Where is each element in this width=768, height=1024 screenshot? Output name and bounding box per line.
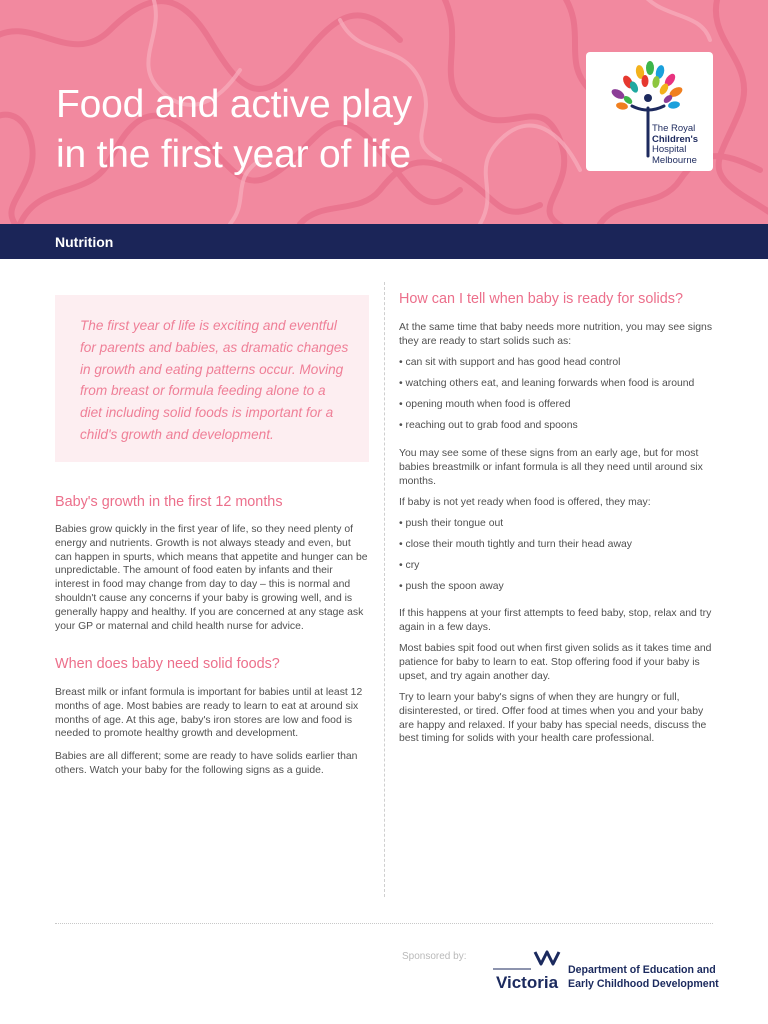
section-label: Nutrition	[55, 234, 114, 250]
department-line-1: Department of Education and	[568, 964, 716, 976]
paragraph-signs-intro: At the same time that baby needs more nutrition, you may see signs they are ready to start solids such as:	[399, 322, 713, 347]
heading-solid-foods: When does baby need solid foods?	[55, 656, 280, 672]
sponsored-label: Sponsored by:	[402, 951, 467, 962]
list-item: • reaching out to grab food and spoons	[399, 420, 578, 431]
rch-logo	[586, 52, 713, 171]
paragraph-babies-different: Babies are all different; some are ready to have solids earlier than others. Watch your baby for the following signs as a guide.	[55, 751, 358, 776]
department-name	[568, 964, 719, 991]
heading-ready-for-solids: How can I tell when baby is ready for solids?	[399, 291, 683, 307]
logo-wordmark	[652, 124, 698, 166]
paragraph-learn-signs: Try to learn your baby's signs of when they are hungry or full, disinterested, or tired. Offer food at times when you and your baby are happy and relaxed. If your baby has special needs, discuss the best timing for solids with your health care professional.	[399, 692, 707, 745]
heading-growth: Baby's growth in the first 12 months	[55, 494, 283, 510]
list-item: • cry	[399, 560, 420, 571]
list-item: • close their mouth tightly and turn their head away	[399, 539, 632, 550]
logo-line-4: Melbourne	[652, 154, 697, 166]
paragraph-early-signs: You may see some of these signs from an early age, but for most babies breastmilk or infant formula is all they need until around six months.	[399, 448, 703, 487]
footer-divider	[55, 923, 713, 924]
victoria-logo-icon	[491, 950, 563, 992]
intro-text: The first year of life is exciting and eventful for parents and babies, as dramatic changes in growth and eating patterns occur. Moving from breast or formula feeding alone to a diet including solid foods is important for a child's growth and development.	[80, 318, 349, 442]
logo-line-3: Hospital	[652, 144, 687, 155]
list-item: • can sit with support and has good head control	[399, 357, 621, 368]
paragraph-not-ready: If baby is not yet ready when food is offered, they may:	[399, 497, 651, 508]
logo-line-2: Children's	[652, 133, 699, 145]
list-item: • opening mouth when food is offered	[399, 399, 571, 410]
paragraph-solid-foods: Breast milk or infant formula is important for babies until at least 12 months of age. Most babies are ready to learn to eat at around six months of age. At this age, baby's iron stores are low and food is needed to promote healthy growth and development.	[55, 687, 363, 740]
list-item: • push their tongue out	[399, 518, 504, 529]
paragraph-growth: Babies grow quickly in the first year of life, so they need plenty of energy and nutrients. Growth is not always steady and even, but can happen in spurts, which means that appetite and hunger can be unpredictable. The amount of food eaten by infants and their interest in food may change from day to day – this is normal and shouldn't cause any concerns if your baby is growing well, and is generally happy and healthy. If you are concerned at any stage ask your GP or maternal and child health nurse for advice.	[55, 524, 368, 632]
intro-callout	[55, 295, 369, 462]
paragraph-spit-food: Most babies spit food out when first given solids as it takes time and patience for baby to learn to eat. Stop offering food if your baby is upset, and try again another day.	[399, 643, 712, 682]
list-item: • watching others eat, and leaning forwards when food is around	[399, 378, 695, 389]
victoria-wordmark: Victoria	[495, 973, 559, 992]
column-divider	[384, 282, 385, 897]
paragraph-first-attempts: If this happens at your first attempts to feed baby, stop, relax and try again in a few days.	[399, 608, 712, 633]
title-line-1: Food and active play	[56, 83, 412, 126]
section-band	[0, 224, 768, 259]
logo-line-1: The Royal	[652, 123, 696, 134]
header-banner	[0, 0, 768, 224]
title-line-2: in the first year of life	[56, 133, 411, 176]
department-line-2: Early Childhood Development	[568, 977, 719, 990]
list-item: • push the spoon away	[399, 581, 504, 592]
page-title	[56, 80, 556, 180]
